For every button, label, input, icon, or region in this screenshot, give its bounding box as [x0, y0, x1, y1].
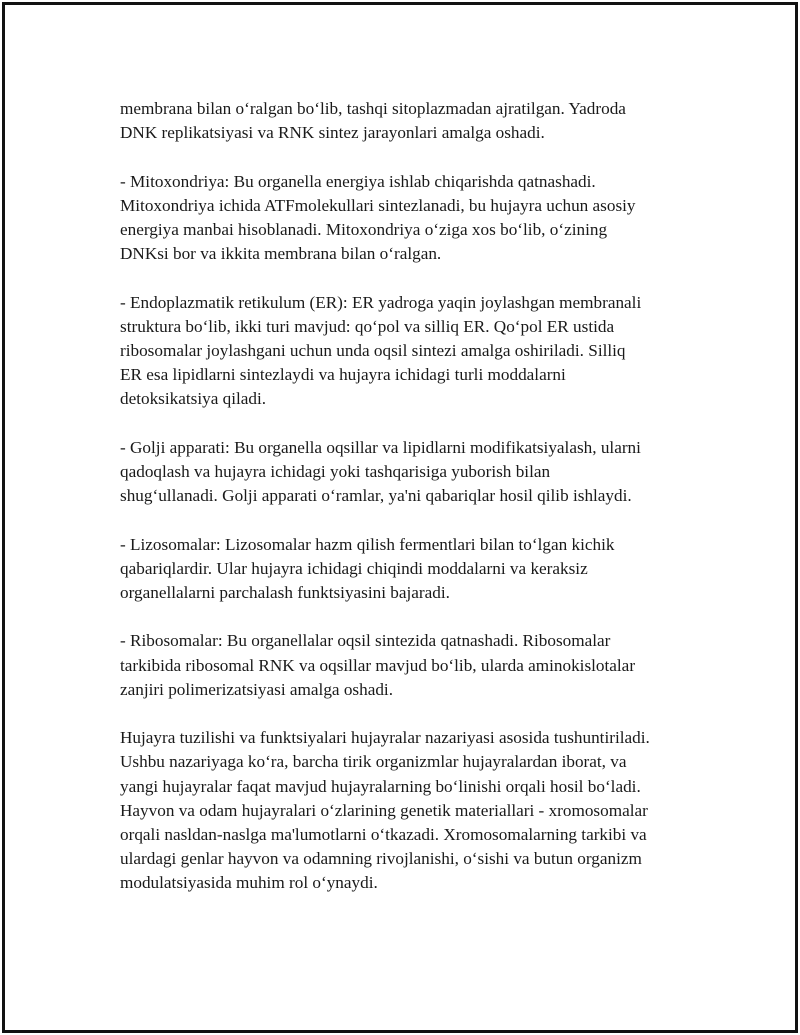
text-line: ribosomalar joylashgani uchun unda oqsil sintezi amalga oshiriladi. Silliq — [120, 341, 626, 360]
paragraph-golgi — [120, 436, 710, 509]
text-line: orqali nasldan-naslga ma'lumotlarni o‘tkazadi. Xromosomalarning tarkibi va — [120, 825, 647, 844]
text-line: zanjiri polimerizatsiyasi amalga oshadi. — [120, 679, 394, 699]
text-line: - Golji apparati: Bu organella oqsillar va lipidlarni modifikatsiyalash, ularni — [120, 437, 641, 457]
paragraph-ribosomes — [120, 629, 710, 702]
text-line: - Lizosomalar: Lizosomalar hazm qilish fermentlari bilan to‘lgan kichik — [120, 534, 615, 554]
paragraph-lysosomes — [120, 533, 710, 606]
text-line: - Ribosomalar: Bu organellalar oqsil sintezida qatnashadi. Ribosomalar — [120, 631, 611, 651]
text-line: Ushbu nazariyaga ko‘ra, barcha tirik organizmlar hujayralardan iborat, va — [120, 752, 627, 772]
text-line: organellalarni parchalash funktsiyasini bajaradi. — [120, 583, 450, 602]
text-line: qabariqlardir. Ular hujayra ichidagi chiqindi moddalarni va keraksiz — [120, 558, 588, 578]
text-line: tarkibida ribosomal RNK va oqsillar mavjud bo‘lib, ularda aminokislotalar — [120, 655, 636, 675]
text-line: Mitoxondriya ichida ATFmolekullari sintezlanadi, bu hujayra uchun asosiy — [120, 195, 636, 215]
paragraph-nucleus-end — [120, 97, 710, 145]
text-line: - Endoplazmatik retikulum (ER): ER yadroga yaqin joylashgan membranali — [120, 292, 642, 312]
paragraph-endoplasmic-reticulum — [120, 291, 710, 412]
text-line: qadoqlash va hujayra ichidagi yoki tashqarisiga yuborish bilan — [120, 462, 551, 481]
text-line: struktura bo‘lib, ikki turi mavjud: qo‘pol va silliq ER. Qo‘pol ER ustida — [120, 316, 615, 336]
text-line: DNK replikatsiyasi va RNK sintez jarayonlari amalga oshadi. — [120, 123, 545, 143]
text-line: Hujayra tuzilishi va funktsiyalari hujayralar nazariyasi asosida tushuntiriladi. — [120, 728, 650, 748]
paragraph-cell-theory — [120, 726, 710, 895]
text-line: DNKsi bor va ikkita membrana bilan o‘ralgan. — [120, 244, 442, 264]
document-body — [120, 97, 710, 920]
text-line: ER esa lipidlarni sintezlaydi va hujayra ichidagi turli moddalarni — [120, 365, 566, 385]
text-line: membrana bilan o‘ralgan bo‘lib, tashqi sitoplazmadan ajratilgan. Yadroda — [120, 99, 626, 118]
text-line: - Mitoxondriya: Bu organella energiya ishlab chiqarishda qatnashadi. — [120, 171, 596, 191]
text-line: detoksikatsiya qiladi. — [120, 389, 267, 409]
paragraph-mitochondria — [120, 170, 710, 267]
text-line: shug‘ullanadi. Golji apparati o‘ramlar, ya'ni qabariqlar hosil qilib ishlaydi. — [120, 486, 632, 506]
text-line: ulardagi genlar hayvon va odamning rivojlanishi, o‘sishi va butun organizm — [120, 849, 642, 869]
text-line: yangi hujayralar faqat mavjud hujayralarning bo‘linishi orqali hosil bo‘ladi. — [120, 776, 641, 796]
text-line: modulatsiyasida muhim rol o‘ynaydi. — [120, 873, 378, 893]
text-line: Hayvon va odam hujayralari o‘zlarining genetik materiallari - xromosomalar — [120, 800, 648, 820]
text-line: energiya manbai hisoblanadi. Mitoxondriya o‘ziga xos bo‘lib, o‘zining — [120, 220, 608, 239]
page-frame — [2, 2, 798, 1033]
